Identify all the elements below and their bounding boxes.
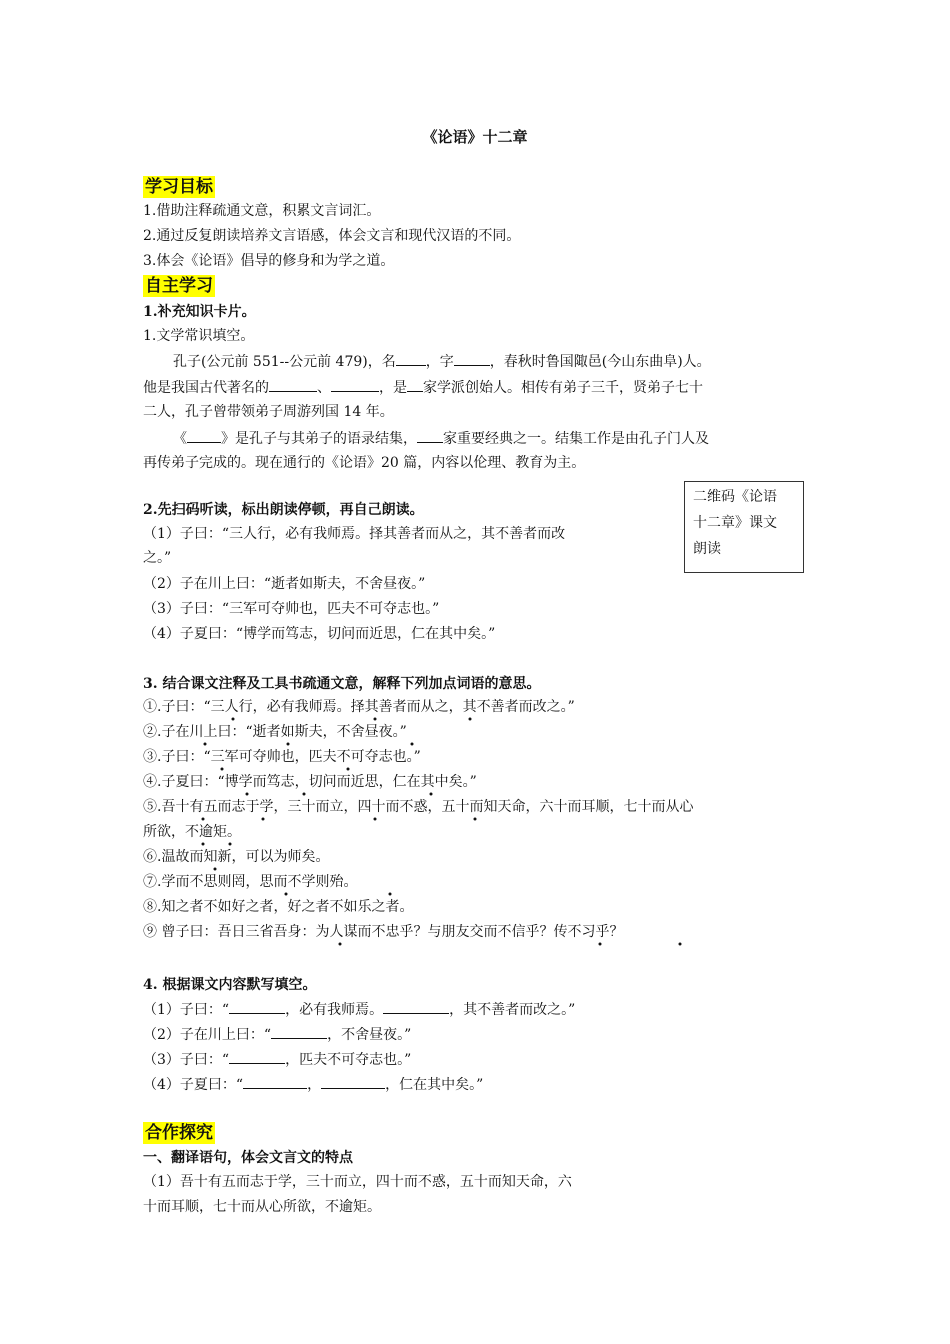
annotation-item: ⑥.温故而知新，可以为师矣。: [143, 849, 330, 865]
self-study-heading: 自主学习: [145, 276, 213, 296]
goal-item: 2.通过反复朗读培养文言语感，体会文言和现代汉语的不同。: [143, 228, 521, 244]
annotation-item: ⑧.知之者不如好之者，好之者不如乐之者。: [143, 899, 414, 915]
blank-recite[interactable]: [271, 1024, 327, 1039]
section-1-subtitle: 1.文学常识填空。: [143, 328, 255, 344]
goal-item: 3.体会《论语》倡导的修身和为学之道。: [143, 253, 395, 269]
page-title: 《论语》十二章: [422, 128, 528, 146]
reading-item: （4）子夏曰：“博学而笃志，切问而近思，仁在其中矣。”: [143, 626, 496, 642]
coop-heading: 合作探究: [145, 1123, 213, 1143]
fill-paragraph-1-line-1: 孔子(公元前 551--公元前 479)，名 ，字 ，春秋时鲁国陬邑(今山东曲阜)人。: [173, 351, 711, 372]
annotation-item: ⑨ 曾子曰：吾日三省吾身：为人谋而不忠乎？与朋友交而不信乎？传不习乎？: [143, 924, 624, 940]
section-3-title: 3. 结合课文注释及工具书疏通文意，解释下列加点词语的意思。: [143, 676, 541, 692]
reading-item: （2）子在川上曰：“逝者如斯夫，不舍昼夜。”: [143, 576, 426, 592]
blank-recite[interactable]: [321, 1074, 385, 1089]
recite-item-1: （1）子曰：“ ，必有我师焉。 ，其不善者而改之。”: [143, 999, 575, 1020]
qr-caption-line: 十二章》课文: [693, 515, 777, 531]
reading-item: 之。”: [143, 550, 172, 566]
section-4-title: 4. 根据课文内容默写填空。: [143, 977, 317, 993]
recite-item-2: （2）子在川上曰：“ ，不舍昼夜。”: [143, 1024, 411, 1045]
fill-paragraph-1-line-2: 他是我国古代著名的 、 ，是 家学派创始人。相传有弟子三千，贤弟子七十: [143, 377, 703, 398]
recite-item-3: （3）子曰：“ ，匹夫不可夺志也。”: [143, 1049, 411, 1070]
goals-heading: 学习目标: [145, 177, 213, 197]
qr-caption-line: 二维码《论语: [693, 489, 777, 505]
annotation-item: ②.子在川上曰：“逝者如斯夫，不舍昼夜。”: [143, 724, 407, 740]
annotation-item: 所欲，不逾矩。: [143, 824, 241, 840]
annotation-item: ⑤.吾十有五而志于学，三十而立，四十而不惑，五十而知天命，六十而耳顺，七十而从心: [143, 799, 694, 815]
blank-recite[interactable]: [383, 999, 449, 1014]
fill-paragraph-2-line-1: 《 》是孔子与其弟子的语录结集， 家重要经典之一。结集工作是由孔子门人及: [173, 428, 709, 449]
recite-item-4: （4）子夏曰：“ ， ，仁在其中矣。”: [143, 1074, 483, 1095]
annotation-item: ⑦.学而不思则罔，思而不学则殆。: [143, 874, 358, 890]
section-1-title: 1.补充知识卡片。: [143, 304, 256, 320]
blank-recite[interactable]: [243, 1074, 307, 1089]
fill-paragraph-1-line-3: 二人，孔子曾带领弟子周游列国 14 年。: [143, 404, 394, 420]
coop-line: （1）吾十有五而志于学，三十而立，四十而不惑，五十而知天命，六: [143, 1174, 572, 1190]
qr-caption-line: 朗读: [693, 541, 721, 557]
section-2-title: 2.先扫码听读，标出朗读停顿，再自己朗读。: [143, 502, 424, 518]
reading-item: （3）子曰：“三军可夺帅也，匹夫不可夺志也。”: [143, 601, 440, 617]
blank-recite[interactable]: [229, 1049, 285, 1064]
fill-paragraph-2-line-2: 再传弟子完成的。现在通行的《论语》20 篇，内容以伦理、教育为主。: [143, 455, 586, 471]
annotation-item: ④.子夏曰：“博学而笃志，切问而近思，仁在其中矣。”: [143, 774, 477, 790]
annotation-item: ①.子曰：“三人行，必有我师焉。择其善者而从之，其不善者而改之。”: [143, 699, 575, 715]
coop-line: 十而耳顺，七十而从心所欲，不逾矩。: [143, 1199, 381, 1215]
coop-subtitle: 一、翻译语句，体会文言文的特点: [143, 1150, 353, 1166]
blank-recite[interactable]: [229, 999, 285, 1014]
annotation-item: ③.子曰：“三军可夺帅也，匹夫不可夺志也。”: [143, 749, 421, 765]
goal-item: 1.借助注释疏通文意，积累文言词汇。: [143, 203, 381, 219]
reading-item: （1）子曰：“三人行，必有我师焉。择其善者而从之，其不善者而改: [143, 526, 566, 542]
